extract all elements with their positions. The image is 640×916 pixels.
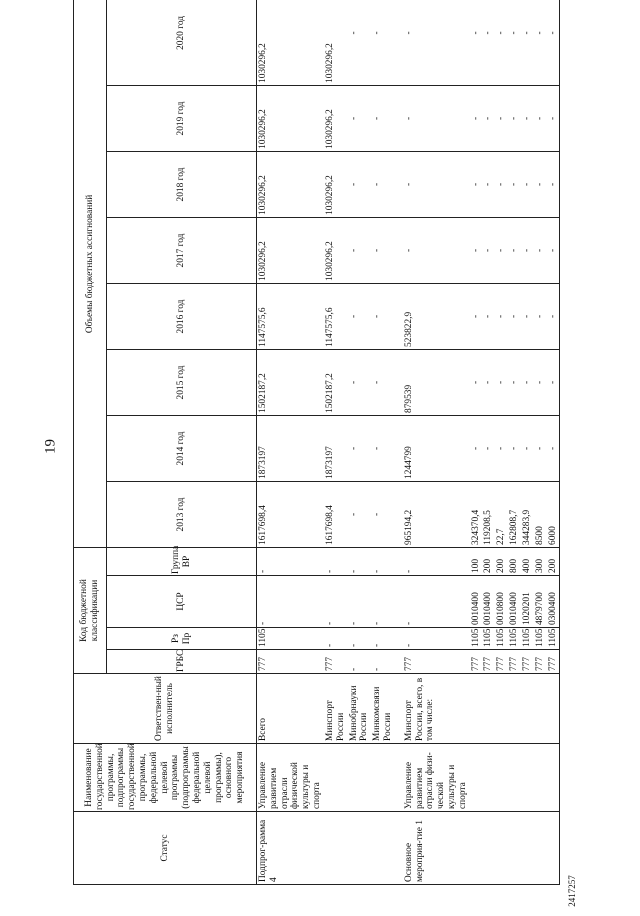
budget-table xyxy=(73,0,560,885)
executor-cell: Минспорт России xyxy=(324,674,348,744)
value-cell-2020: - xyxy=(470,0,483,85)
value-cell-2013: 22,7 xyxy=(495,481,508,547)
status-cell xyxy=(495,812,508,885)
table-row xyxy=(403,0,470,885)
value-cell-2018: - xyxy=(371,151,395,217)
table-row xyxy=(470,0,483,885)
value-cell-2014: 1873197 xyxy=(257,415,324,481)
spacer-cell xyxy=(395,812,403,885)
spacer-cell xyxy=(395,547,403,575)
value-cell-2018: - xyxy=(534,151,547,217)
value-cell-2019: - xyxy=(482,85,495,151)
header-rzpr: Рз Пр xyxy=(107,628,257,650)
name-cell xyxy=(521,744,534,812)
value-cell-2013: - xyxy=(348,481,372,547)
spacer-cell xyxy=(395,650,403,674)
header-year-2015: 2015 год xyxy=(107,349,257,415)
csr-cell: 0010400 xyxy=(470,576,483,628)
header-year-2017: 2017 год xyxy=(107,217,257,283)
vr-cell: - xyxy=(348,547,372,575)
status-cell xyxy=(324,812,348,885)
value-cell-2018: - xyxy=(521,151,534,217)
value-cell-2016: - xyxy=(371,283,395,349)
value-cell-2016: - xyxy=(482,283,495,349)
rzpr-cell: 1105 xyxy=(257,628,324,650)
spacer-cell xyxy=(395,415,403,481)
grbs-cell: 777 xyxy=(495,650,508,674)
grbs-cell: 777 xyxy=(403,650,470,674)
value-cell-2015: - xyxy=(547,349,560,415)
value-cell-2019: - xyxy=(470,85,483,151)
value-cell-2014: - xyxy=(470,415,483,481)
value-cell-2015: - xyxy=(470,349,483,415)
value-cell-2017: - xyxy=(482,217,495,283)
status-cell xyxy=(482,812,495,885)
rzpr-cell: 1105 xyxy=(534,628,547,650)
grbs-cell: - xyxy=(371,650,395,674)
name-cell xyxy=(482,744,495,812)
name-cell xyxy=(495,744,508,812)
value-cell-2019: 1030296,2 xyxy=(257,85,324,151)
value-cell-2013: 162808,7 xyxy=(508,481,521,547)
value-cell-2015: 1502187,2 xyxy=(324,349,348,415)
grbs-cell: 777 xyxy=(257,650,324,674)
value-cell-2013: 324370,4 xyxy=(470,481,483,547)
executor-cell xyxy=(482,674,495,744)
value-cell-2015: - xyxy=(348,349,372,415)
table-row xyxy=(534,0,547,885)
header-executor: Ответствен-ный исполнитель xyxy=(74,674,257,744)
value-cell-2015: - xyxy=(495,349,508,415)
status-cell xyxy=(508,812,521,885)
csr-cell: - xyxy=(371,576,395,628)
table-row xyxy=(508,0,521,885)
value-cell-2018: - xyxy=(547,151,560,217)
rzpr-cell: - xyxy=(403,628,470,650)
value-cell-2015: - xyxy=(371,349,395,415)
value-cell-2016: - xyxy=(534,283,547,349)
table-row xyxy=(371,0,395,885)
vr-cell: 300 xyxy=(534,547,547,575)
name-cell xyxy=(324,744,348,812)
rotated-table-container xyxy=(73,15,608,885)
value-cell-2017: - xyxy=(508,217,521,283)
value-cell-2016: - xyxy=(521,283,534,349)
rzpr-cell: 1105 xyxy=(495,628,508,650)
value-cell-2015: - xyxy=(521,349,534,415)
value-cell-2016: - xyxy=(470,283,483,349)
name-cell xyxy=(470,744,483,812)
value-cell-2016: - xyxy=(547,283,560,349)
value-cell-2015: 1502187,2 xyxy=(257,349,324,415)
grbs-cell: 777 xyxy=(324,650,348,674)
value-cell-2017: - xyxy=(348,217,372,283)
spacer-cell xyxy=(395,576,403,628)
value-cell-2019: - xyxy=(348,85,372,151)
csr-cell: 4879700 xyxy=(534,576,547,628)
value-cell-2020: - xyxy=(482,0,495,85)
rzpr-cell: 1105 xyxy=(482,628,495,650)
spacer-cell xyxy=(395,674,403,744)
name-cell: Управление развитием отрасли физи-ческой культуры и спорта xyxy=(403,744,470,812)
table-row xyxy=(348,0,372,885)
value-cell-2020: 1030296,2 xyxy=(324,0,348,85)
table-row xyxy=(482,0,495,885)
spacer-cell xyxy=(395,481,403,547)
status-cell xyxy=(371,812,395,885)
vr-cell: 200 xyxy=(482,547,495,575)
csr-cell: 0010400 xyxy=(482,576,495,628)
value-cell-2013: 6000 xyxy=(547,481,560,547)
rzpr-cell: 1105 xyxy=(521,628,534,650)
value-cell-2017: - xyxy=(371,217,395,283)
value-cell-2019: - xyxy=(508,85,521,151)
status-cell xyxy=(534,812,547,885)
value-cell-2014: - xyxy=(348,415,372,481)
rzpr-cell: - xyxy=(324,628,348,650)
rzpr-cell: 1105 xyxy=(508,628,521,650)
vr-cell: 100 xyxy=(470,547,483,575)
spacer-cell xyxy=(395,628,403,650)
name-cell: Управление развитием отрасли физической культуры и спорта xyxy=(257,744,324,812)
value-cell-2014: - xyxy=(521,415,534,481)
vr-cell: 400 xyxy=(521,547,534,575)
spacer-cell xyxy=(395,349,403,415)
csr-cell: - xyxy=(403,576,470,628)
value-cell-2016: - xyxy=(495,283,508,349)
vr-cell: - xyxy=(257,547,324,575)
value-cell-2016: - xyxy=(508,283,521,349)
value-cell-2017: - xyxy=(534,217,547,283)
value-cell-2016: 523822,9 xyxy=(403,283,470,349)
value-cell-2017: - xyxy=(470,217,483,283)
value-cell-2016: - xyxy=(348,283,372,349)
value-cell-2016: 1147575,6 xyxy=(324,283,348,349)
grbs-cell: 777 xyxy=(521,650,534,674)
executor-cell: Всего xyxy=(257,674,324,744)
status-cell xyxy=(470,812,483,885)
vr-cell: - xyxy=(403,547,470,575)
executor-cell xyxy=(534,674,547,744)
value-cell-2014: 1244799 xyxy=(403,415,470,481)
status-cell xyxy=(521,812,534,885)
value-cell-2019: - xyxy=(371,85,395,151)
value-cell-2020: - xyxy=(403,0,470,85)
value-cell-2013: 965194,2 xyxy=(403,481,470,547)
table-row xyxy=(521,0,534,885)
executor-cell xyxy=(470,674,483,744)
rzpr-cell: 1105 xyxy=(470,628,483,650)
csr-cell: - xyxy=(324,576,348,628)
grbs-cell: 777 xyxy=(534,650,547,674)
vr-cell: 200 xyxy=(547,547,560,575)
spacer-cell xyxy=(395,85,403,151)
header-volumes-group: Объемы бюджетных ассигнований xyxy=(74,0,107,547)
value-cell-2015: 879539 xyxy=(403,349,470,415)
executor-cell xyxy=(495,674,508,744)
name-cell xyxy=(348,744,372,812)
csr-cell: 0010800 xyxy=(495,576,508,628)
spacer-cell xyxy=(395,283,403,349)
grbs-cell: 777 xyxy=(482,650,495,674)
name-cell xyxy=(547,744,560,812)
header-year-2013: 2013 год xyxy=(107,481,257,547)
grbs-cell: 777 xyxy=(508,650,521,674)
value-cell-2013: 119208,5 xyxy=(482,481,495,547)
value-cell-2020: - xyxy=(547,0,560,85)
executor-cell xyxy=(521,674,534,744)
value-cell-2017: - xyxy=(403,217,470,283)
value-cell-2020: 1030296,2 xyxy=(257,0,324,85)
value-cell-2017: 1030296,2 xyxy=(324,217,348,283)
value-cell-2017: - xyxy=(547,217,560,283)
executor-cell xyxy=(547,674,560,744)
csr-cell: - xyxy=(257,576,324,628)
rzpr-cell: - xyxy=(371,628,395,650)
executor-cell xyxy=(508,674,521,744)
value-cell-2015: - xyxy=(508,349,521,415)
value-cell-2020: - xyxy=(348,0,372,85)
value-cell-2014: 1873197 xyxy=(324,415,348,481)
value-cell-2014: - xyxy=(534,415,547,481)
status-cell: Основное мероприя-тие 1 xyxy=(403,812,470,885)
table-row xyxy=(547,0,560,885)
grbs-cell: - xyxy=(348,650,372,674)
value-cell-2016: 1147575,6 xyxy=(257,283,324,349)
value-cell-2014: - xyxy=(482,415,495,481)
spacer-cell xyxy=(395,744,403,812)
header-csr: ЦСР xyxy=(107,576,257,628)
value-cell-2017: 1030296,2 xyxy=(257,217,324,283)
value-cell-2020: - xyxy=(521,0,534,85)
name-cell xyxy=(508,744,521,812)
value-cell-2018: - xyxy=(482,151,495,217)
header-year-2018: 2018 год xyxy=(107,151,257,217)
value-cell-2018: - xyxy=(495,151,508,217)
executor-cell: Минобрнауки России xyxy=(348,674,372,744)
header-year-2020: 2020 год xyxy=(107,0,257,85)
value-cell-2015: - xyxy=(534,349,547,415)
value-cell-2013: 8500 xyxy=(534,481,547,547)
value-cell-2019: - xyxy=(534,85,547,151)
value-cell-2015: - xyxy=(482,349,495,415)
header-vr: Группа ВР xyxy=(107,547,257,575)
header-year-2014: 2014 год xyxy=(107,415,257,481)
row-spacer xyxy=(395,0,403,885)
value-cell-2014: - xyxy=(508,415,521,481)
value-cell-2014: - xyxy=(371,415,395,481)
value-cell-2014: - xyxy=(495,415,508,481)
page-number: 19 xyxy=(42,439,59,454)
vr-cell: - xyxy=(324,547,348,575)
status-cell xyxy=(547,812,560,885)
document-code: 2417257 xyxy=(567,875,577,907)
value-cell-2018: - xyxy=(470,151,483,217)
grbs-cell: 777 xyxy=(470,650,483,674)
value-cell-2020: - xyxy=(371,0,395,85)
vr-cell: - xyxy=(371,547,395,575)
value-cell-2013: 1617698,4 xyxy=(324,481,348,547)
executor-cell: Минкомсвязи России xyxy=(371,674,395,744)
value-cell-2020: - xyxy=(534,0,547,85)
status-cell: Подпрог-рамма 4 xyxy=(257,812,324,885)
status-cell xyxy=(348,812,372,885)
value-cell-2018: - xyxy=(403,151,470,217)
csr-cell: - xyxy=(348,576,372,628)
header-code-group: Код бюджетной классификации xyxy=(74,547,107,673)
value-cell-2018: - xyxy=(348,151,372,217)
value-cell-2019: - xyxy=(521,85,534,151)
vr-cell: 800 xyxy=(508,547,521,575)
name-cell xyxy=(371,744,395,812)
csr-cell: 0300400 xyxy=(547,576,560,628)
value-cell-2020: - xyxy=(508,0,521,85)
rzpr-cell: - xyxy=(348,628,372,650)
csr-cell: 1020201 xyxy=(521,576,534,628)
value-cell-2018: 1030296,2 xyxy=(324,151,348,217)
value-cell-2013: 1617698,4 xyxy=(257,481,324,547)
vr-cell: 200 xyxy=(495,547,508,575)
value-cell-2019: 1030296,2 xyxy=(324,85,348,151)
value-cell-2014: - xyxy=(547,415,560,481)
header-year-2016: 2016 год xyxy=(107,283,257,349)
value-cell-2019: - xyxy=(403,85,470,151)
table-row xyxy=(495,0,508,885)
value-cell-2019: - xyxy=(547,85,560,151)
executor-cell: Минспорт России, всего, в том числе: xyxy=(403,674,470,744)
header-name: Наименование государственной программы, подпрограммы государственной программы, федеральной целевой программы (подпрограммы федеральной целевой программы), основного мероприятия xyxy=(74,744,257,812)
header-status: Статус xyxy=(74,812,257,885)
value-cell-2020: - xyxy=(495,0,508,85)
value-cell-2019: - xyxy=(495,85,508,151)
spacer-cell xyxy=(395,151,403,217)
spacer-cell xyxy=(395,0,403,85)
name-cell xyxy=(534,744,547,812)
value-cell-2013: 344283,9 xyxy=(521,481,534,547)
rzpr-cell: 1105 xyxy=(547,628,560,650)
value-cell-2018: 1030296,2 xyxy=(257,151,324,217)
table-row xyxy=(257,0,324,885)
spacer-cell xyxy=(395,217,403,283)
value-cell-2017: - xyxy=(495,217,508,283)
value-cell-2017: - xyxy=(521,217,534,283)
table-body xyxy=(257,0,560,885)
value-cell-2013: - xyxy=(371,481,395,547)
value-cell-2018: - xyxy=(508,151,521,217)
csr-cell: 0010400 xyxy=(508,576,521,628)
grbs-cell: 777 xyxy=(547,650,560,674)
header-grbs: ГРБС xyxy=(107,650,257,674)
header-year-2019: 2019 год xyxy=(107,85,257,151)
table-row xyxy=(324,0,348,885)
